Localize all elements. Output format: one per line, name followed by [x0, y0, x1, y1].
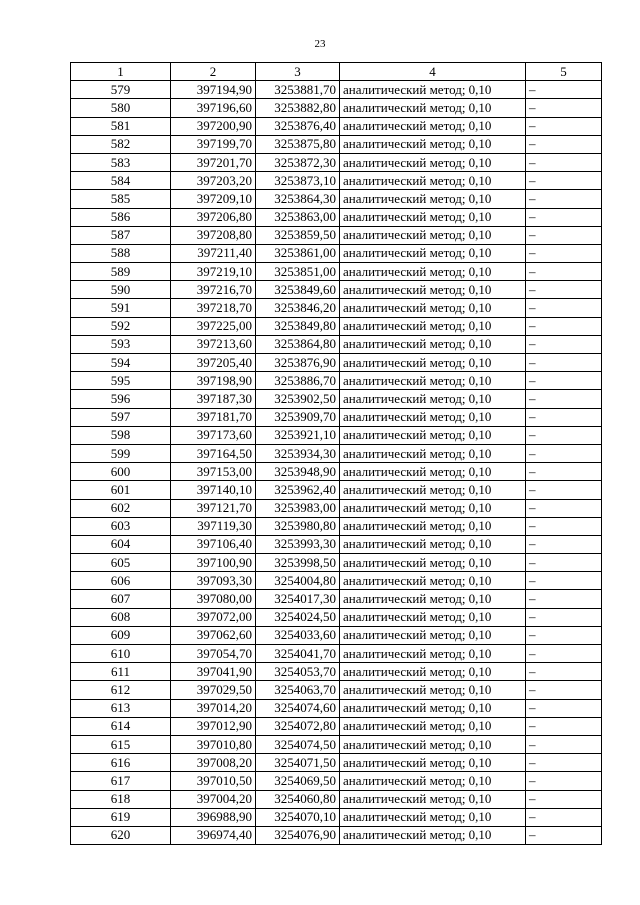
y-coordinate-cell: 3253934,30 [256, 444, 340, 462]
point-number-cell: 620 [71, 826, 171, 844]
method-cell: аналитический метод; 0,10 [340, 681, 526, 699]
note-cell: – [526, 153, 602, 171]
table-row [71, 190, 602, 208]
point-number-cell: 583 [71, 153, 171, 171]
table-row [71, 699, 602, 717]
point-number-cell: 600 [71, 463, 171, 481]
x-coordinate-cell: 397062,60 [171, 626, 256, 644]
y-coordinate-cell: 3253873,10 [256, 172, 340, 190]
y-coordinate-cell: 3253902,50 [256, 390, 340, 408]
method-cell: аналитический метод; 0,10 [340, 735, 526, 753]
y-coordinate-cell: 3254053,70 [256, 663, 340, 681]
method-cell: аналитический метод; 0,10 [340, 826, 526, 844]
method-cell: аналитический метод; 0,10 [340, 426, 526, 444]
note-cell: – [526, 372, 602, 390]
note-cell: – [526, 554, 602, 572]
column-header-4: 4 [340, 63, 526, 81]
point-number-cell: 594 [71, 354, 171, 372]
x-coordinate-cell: 397209,10 [171, 190, 256, 208]
x-coordinate-cell: 397203,20 [171, 172, 256, 190]
y-coordinate-cell: 3254004,80 [256, 572, 340, 590]
table-row [71, 717, 602, 735]
note-cell: – [526, 481, 602, 499]
x-coordinate-cell: 397201,70 [171, 153, 256, 171]
note-cell: – [526, 735, 602, 753]
note-cell: – [526, 645, 602, 663]
note-cell: – [526, 681, 602, 699]
point-number-cell: 619 [71, 808, 171, 826]
note-cell: – [526, 408, 602, 426]
method-cell: аналитический метод; 0,10 [340, 754, 526, 772]
table-row [71, 681, 602, 699]
table-row [71, 372, 602, 390]
x-coordinate-cell: 397121,70 [171, 499, 256, 517]
column-header-1: 1 [71, 63, 171, 81]
note-cell: – [526, 699, 602, 717]
x-coordinate-cell: 397080,00 [171, 590, 256, 608]
table-header [71, 63, 602, 81]
point-number-cell: 588 [71, 244, 171, 262]
x-coordinate-cell: 397206,80 [171, 208, 256, 226]
note-cell: – [526, 572, 602, 590]
table-row [71, 590, 602, 608]
page-number: 23 [314, 38, 326, 50]
method-cell: аналитический метод; 0,10 [340, 699, 526, 717]
x-coordinate-cell: 397225,00 [171, 317, 256, 335]
x-coordinate-cell: 397219,10 [171, 263, 256, 281]
y-coordinate-cell: 3254024,50 [256, 608, 340, 626]
coordinates-table [70, 62, 602, 845]
table-row [71, 354, 602, 372]
table-row [71, 208, 602, 226]
point-number-cell: 597 [71, 408, 171, 426]
note-cell: – [526, 772, 602, 790]
method-cell: аналитический метод; 0,10 [340, 717, 526, 735]
x-coordinate-cell: 397010,50 [171, 772, 256, 790]
note-cell: – [526, 754, 602, 772]
point-number-cell: 585 [71, 190, 171, 208]
x-coordinate-cell: 397164,50 [171, 444, 256, 462]
point-number-cell: 614 [71, 717, 171, 735]
table-row [71, 281, 602, 299]
table-row [71, 572, 602, 590]
x-coordinate-cell: 397054,70 [171, 645, 256, 663]
x-coordinate-cell: 397012,90 [171, 717, 256, 735]
y-coordinate-cell: 3254017,30 [256, 590, 340, 608]
method-cell: аналитический метод; 0,10 [340, 790, 526, 808]
x-coordinate-cell: 397211,40 [171, 244, 256, 262]
y-coordinate-cell: 3253921,10 [256, 426, 340, 444]
x-coordinate-cell: 397208,80 [171, 226, 256, 244]
y-coordinate-cell: 3253872,30 [256, 153, 340, 171]
table-row [71, 390, 602, 408]
x-coordinate-cell: 396974,40 [171, 826, 256, 844]
method-cell: аналитический метод; 0,10 [340, 190, 526, 208]
x-coordinate-cell: 397029,50 [171, 681, 256, 699]
note-cell: – [526, 354, 602, 372]
point-number-cell: 608 [71, 608, 171, 626]
method-cell: аналитический метод; 0,10 [340, 554, 526, 572]
table-row [71, 645, 602, 663]
table-row [71, 263, 602, 281]
method-cell: аналитический метод; 0,10 [340, 772, 526, 790]
point-number-cell: 599 [71, 444, 171, 462]
y-coordinate-cell: 3253881,70 [256, 81, 340, 99]
x-coordinate-cell: 397014,20 [171, 699, 256, 717]
y-coordinate-cell: 3253863,00 [256, 208, 340, 226]
method-cell: аналитический метод; 0,10 [340, 153, 526, 171]
method-cell: аналитический метод; 0,10 [340, 208, 526, 226]
table-row [71, 826, 602, 844]
point-number-cell: 598 [71, 426, 171, 444]
method-cell: аналитический метод; 0,10 [340, 499, 526, 517]
method-cell: аналитический метод; 0,10 [340, 172, 526, 190]
table-row [71, 808, 602, 826]
x-coordinate-cell: 397200,90 [171, 117, 256, 135]
x-coordinate-cell: 397187,30 [171, 390, 256, 408]
point-number-cell: 611 [71, 663, 171, 681]
point-number-cell: 601 [71, 481, 171, 499]
x-coordinate-cell: 397196,60 [171, 99, 256, 117]
table-row [71, 299, 602, 317]
x-coordinate-cell: 397119,30 [171, 517, 256, 535]
y-coordinate-cell: 3254060,80 [256, 790, 340, 808]
method-cell: аналитический метод; 0,10 [340, 626, 526, 644]
y-coordinate-cell: 3253849,60 [256, 281, 340, 299]
method-cell: аналитический метод; 0,10 [340, 117, 526, 135]
x-coordinate-cell: 397218,70 [171, 299, 256, 317]
y-coordinate-cell: 3253980,80 [256, 517, 340, 535]
point-number-cell: 584 [71, 172, 171, 190]
table-row [71, 172, 602, 190]
table-row [71, 226, 602, 244]
x-coordinate-cell: 396988,90 [171, 808, 256, 826]
y-coordinate-cell: 3253886,70 [256, 372, 340, 390]
point-number-cell: 609 [71, 626, 171, 644]
method-cell: аналитический метод; 0,10 [340, 99, 526, 117]
table-row [71, 117, 602, 135]
method-cell: аналитический метод; 0,10 [340, 517, 526, 535]
note-cell: – [526, 663, 602, 681]
point-number-cell: 617 [71, 772, 171, 790]
y-coordinate-cell: 3253864,30 [256, 190, 340, 208]
table-row [71, 444, 602, 462]
x-coordinate-cell: 397213,60 [171, 335, 256, 353]
note-cell: – [526, 499, 602, 517]
method-cell: аналитический метод; 0,10 [340, 372, 526, 390]
point-number-cell: 604 [71, 535, 171, 553]
method-cell: аналитический метод; 0,10 [340, 444, 526, 462]
point-number-cell: 582 [71, 135, 171, 153]
y-coordinate-cell: 3254033,60 [256, 626, 340, 644]
method-cell: аналитический метод; 0,10 [340, 590, 526, 608]
x-coordinate-cell: 397173,60 [171, 426, 256, 444]
method-cell: аналитический метод; 0,10 [340, 390, 526, 408]
note-cell: – [526, 808, 602, 826]
point-number-cell: 593 [71, 335, 171, 353]
method-cell: аналитический метод; 0,10 [340, 808, 526, 826]
method-cell: аналитический метод; 0,10 [340, 645, 526, 663]
method-cell: аналитический метод; 0,10 [340, 226, 526, 244]
note-cell: – [526, 208, 602, 226]
x-coordinate-cell: 397072,00 [171, 608, 256, 626]
y-coordinate-cell: 3253876,90 [256, 354, 340, 372]
column-header-3: 3 [256, 63, 340, 81]
table-row [71, 517, 602, 535]
y-coordinate-cell: 3254041,70 [256, 645, 340, 663]
table-row [71, 735, 602, 753]
note-cell: – [526, 626, 602, 644]
x-coordinate-cell: 397153,00 [171, 463, 256, 481]
table-row [71, 754, 602, 772]
y-coordinate-cell: 3253948,90 [256, 463, 340, 481]
note-cell: – [526, 335, 602, 353]
method-cell: аналитический метод; 0,10 [340, 572, 526, 590]
table-row [71, 426, 602, 444]
table-row [71, 626, 602, 644]
note-cell: – [526, 390, 602, 408]
y-coordinate-cell: 3254074,50 [256, 735, 340, 753]
point-number-cell: 615 [71, 735, 171, 753]
table-row [71, 335, 602, 353]
table-row [71, 499, 602, 517]
point-number-cell: 610 [71, 645, 171, 663]
method-cell: аналитический метод; 0,10 [340, 317, 526, 335]
x-coordinate-cell: 397199,70 [171, 135, 256, 153]
note-cell: – [526, 172, 602, 190]
point-number-cell: 591 [71, 299, 171, 317]
y-coordinate-cell: 3253861,00 [256, 244, 340, 262]
column-header-2: 2 [171, 63, 256, 81]
table-row [71, 554, 602, 572]
y-coordinate-cell: 3253875,80 [256, 135, 340, 153]
method-cell: аналитический метод; 0,10 [340, 663, 526, 681]
point-number-cell: 596 [71, 390, 171, 408]
note-cell: – [526, 826, 602, 844]
table-row [71, 772, 602, 790]
note-cell: – [526, 535, 602, 553]
y-coordinate-cell: 3254070,10 [256, 808, 340, 826]
method-cell: аналитический метод; 0,10 [340, 463, 526, 481]
point-number-cell: 587 [71, 226, 171, 244]
note-cell: – [526, 135, 602, 153]
point-number-cell: 616 [71, 754, 171, 772]
y-coordinate-cell: 3253998,50 [256, 554, 340, 572]
method-cell: аналитический метод; 0,10 [340, 608, 526, 626]
table-row [71, 408, 602, 426]
method-cell: аналитический метод; 0,10 [340, 299, 526, 317]
x-coordinate-cell: 397194,90 [171, 81, 256, 99]
point-number-cell: 607 [71, 590, 171, 608]
note-cell: – [526, 717, 602, 735]
point-number-cell: 580 [71, 99, 171, 117]
method-cell: аналитический метод; 0,10 [340, 481, 526, 499]
y-coordinate-cell: 3254069,50 [256, 772, 340, 790]
x-coordinate-cell: 397198,90 [171, 372, 256, 390]
note-cell: – [526, 81, 602, 99]
y-coordinate-cell: 3253882,80 [256, 99, 340, 117]
method-cell: аналитический метод; 0,10 [340, 244, 526, 262]
table-row [71, 463, 602, 481]
point-number-cell: 606 [71, 572, 171, 590]
note-cell: – [526, 244, 602, 262]
y-coordinate-cell: 3253983,00 [256, 499, 340, 517]
y-coordinate-cell: 3253864,80 [256, 335, 340, 353]
y-coordinate-cell: 3254071,50 [256, 754, 340, 772]
note-cell: – [526, 790, 602, 808]
table-row [71, 135, 602, 153]
point-number-cell: 613 [71, 699, 171, 717]
table-row [71, 608, 602, 626]
y-coordinate-cell: 3253909,70 [256, 408, 340, 426]
x-coordinate-cell: 397205,40 [171, 354, 256, 372]
method-cell: аналитический метод; 0,10 [340, 263, 526, 281]
method-cell: аналитический метод; 0,10 [340, 81, 526, 99]
y-coordinate-cell: 3254076,90 [256, 826, 340, 844]
note-cell: – [526, 517, 602, 535]
note-cell: – [526, 444, 602, 462]
point-number-cell: 579 [71, 81, 171, 99]
y-coordinate-cell: 3254063,70 [256, 681, 340, 699]
table-row [71, 481, 602, 499]
note-cell: – [526, 463, 602, 481]
point-number-cell: 602 [71, 499, 171, 517]
y-coordinate-cell: 3253846,20 [256, 299, 340, 317]
point-number-cell: 612 [71, 681, 171, 699]
point-number-cell: 590 [71, 281, 171, 299]
table-row [71, 81, 602, 99]
column-header-5: 5 [526, 63, 602, 81]
note-cell: – [526, 281, 602, 299]
x-coordinate-cell: 397010,80 [171, 735, 256, 753]
note-cell: – [526, 99, 602, 117]
x-coordinate-cell: 397041,90 [171, 663, 256, 681]
note-cell: – [526, 590, 602, 608]
x-coordinate-cell: 397093,30 [171, 572, 256, 590]
y-coordinate-cell: 3253851,00 [256, 263, 340, 281]
y-coordinate-cell: 3254072,80 [256, 717, 340, 735]
note-cell: – [526, 226, 602, 244]
table-row [71, 153, 602, 171]
note-cell: – [526, 190, 602, 208]
note-cell: – [526, 608, 602, 626]
table-row [71, 663, 602, 681]
point-number-cell: 592 [71, 317, 171, 335]
x-coordinate-cell: 397140,10 [171, 481, 256, 499]
note-cell: – [526, 299, 602, 317]
point-number-cell: 605 [71, 554, 171, 572]
note-cell: – [526, 317, 602, 335]
x-coordinate-cell: 397181,70 [171, 408, 256, 426]
point-number-cell: 603 [71, 517, 171, 535]
table-body [71, 81, 602, 845]
method-cell: аналитический метод; 0,10 [340, 135, 526, 153]
y-coordinate-cell: 3254074,60 [256, 699, 340, 717]
method-cell: аналитический метод; 0,10 [340, 281, 526, 299]
note-cell: – [526, 263, 602, 281]
method-cell: аналитический метод; 0,10 [340, 408, 526, 426]
y-coordinate-cell: 3253993,30 [256, 535, 340, 553]
table-row [71, 244, 602, 262]
table-row [71, 317, 602, 335]
y-coordinate-cell: 3253876,40 [256, 117, 340, 135]
y-coordinate-cell: 3253859,50 [256, 226, 340, 244]
x-coordinate-cell: 397004,20 [171, 790, 256, 808]
y-coordinate-cell: 3253849,80 [256, 317, 340, 335]
point-number-cell: 589 [71, 263, 171, 281]
point-number-cell: 595 [71, 372, 171, 390]
point-number-cell: 581 [71, 117, 171, 135]
header-row [71, 63, 602, 81]
point-number-cell: 586 [71, 208, 171, 226]
y-coordinate-cell: 3253962,40 [256, 481, 340, 499]
table-row [71, 99, 602, 117]
table-row [71, 790, 602, 808]
x-coordinate-cell: 397106,40 [171, 535, 256, 553]
method-cell: аналитический метод; 0,10 [340, 535, 526, 553]
table-row [71, 535, 602, 553]
method-cell: аналитический метод; 0,10 [340, 335, 526, 353]
note-cell: – [526, 117, 602, 135]
x-coordinate-cell: 397100,90 [171, 554, 256, 572]
point-number-cell: 618 [71, 790, 171, 808]
method-cell: аналитический метод; 0,10 [340, 354, 526, 372]
note-cell: – [526, 426, 602, 444]
x-coordinate-cell: 397216,70 [171, 281, 256, 299]
x-coordinate-cell: 397008,20 [171, 754, 256, 772]
